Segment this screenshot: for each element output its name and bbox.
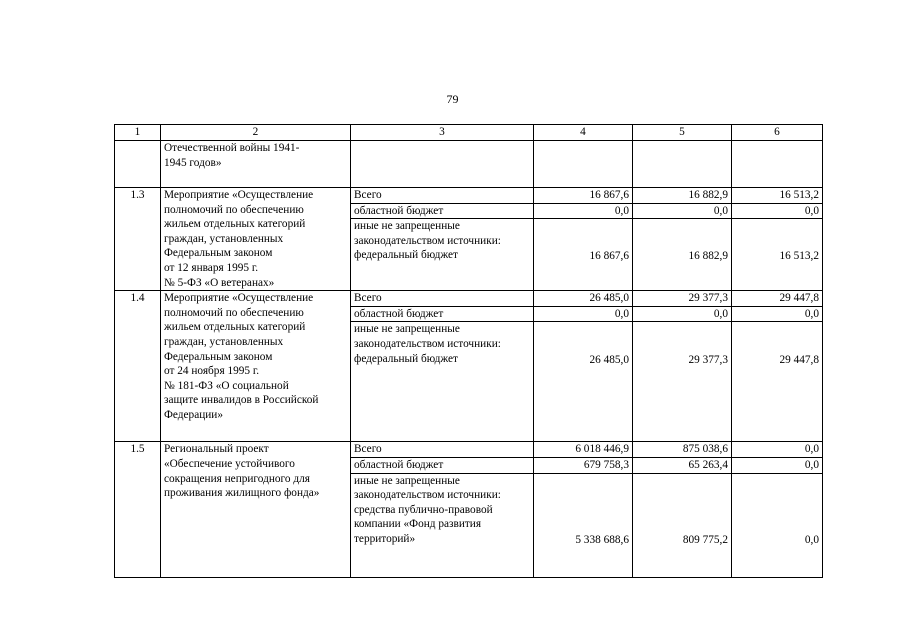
source-cell [351,442,534,458]
value-cell: 29 447,8 [732,291,823,307]
header-cell: 5 [633,125,732,141]
title-line: Федеральным законом [164,350,273,363]
value-cell: 0,0 [732,306,823,322]
row-title-cell [161,442,351,577]
title-line: граждан, установленных [164,232,284,245]
source-line: законодательством источники: [354,234,501,247]
value-cell [534,141,633,188]
title-line: жильем отдельных категорий [164,218,306,231]
value-cell: 29 377,3 [633,291,732,307]
value-cell: 809 775,2 [633,473,732,577]
value-cell: 6 018 446,9 [534,442,633,458]
title-line: проживания жилищного фонда» [164,487,320,500]
source-line: территорий» [354,532,416,545]
title-line: Мероприятие «Осуществление [164,292,314,305]
title-line: № 5-ФЗ «О ветеранах» [164,276,275,289]
title-line: Региональный проект [164,443,269,456]
budget-table [114,124,823,578]
source-line: иные не запрещенные [354,474,460,487]
title-line: Федеральным законом [164,247,273,260]
source-cell [351,141,534,188]
row-title-cell [161,291,351,442]
header-row [115,125,823,141]
source-line: компании «Фонд развития [354,518,482,531]
value-cell: 16 513,2 [732,188,823,204]
header-cell: 4 [534,125,633,141]
value-cell: 0,0 [633,306,732,322]
title-line: «Обеспечение устойчивого [164,457,295,470]
value-cell: 26 485,0 [534,291,633,307]
source-line: Всего [354,292,382,305]
value-cell: 0,0 [732,457,823,473]
source-cell [351,457,534,473]
title-line: сокращения непригодного для [164,472,310,485]
source-line: областной бюджет [354,458,444,471]
title-line: № 181-ФЗ «О социальной [164,379,289,392]
value-cell [633,141,732,188]
title-line: полномочий по обеспечению [164,203,304,216]
value-cell: 875 038,6 [633,442,732,458]
source-line: иные не запрещенные [354,323,460,336]
row-title-cell [161,188,351,291]
title-line: полномочий по обеспечению [164,306,304,319]
source-cell [351,219,534,291]
value-cell: 0,0 [732,203,823,219]
source-cell [351,188,534,204]
source-line: федеральный бюджет [354,352,458,365]
value-cell: 16 882,9 [633,188,732,204]
row-number-cell: 1.3 [115,188,161,291]
source-line: законодательством источники: [354,337,501,350]
value-cell: 0,0 [534,306,633,322]
title-line: от 24 ноября 1995 г. [164,365,260,378]
title-line: защите инвалидов в Российской [164,394,319,407]
value-cell: 16 882,9 [633,219,732,291]
source-cell [351,322,534,442]
source-line: Всего [354,443,382,456]
value-cell [732,141,823,188]
source-line: законодательством источники: [354,489,501,502]
value-cell: 26 485,0 [534,322,633,442]
row-number-cell: 1.5 [115,442,161,577]
value-cell: 0,0 [633,203,732,219]
source-line: областной бюджет [354,307,444,320]
source-cell [351,291,534,307]
title-line: Отечественной войны 1941- [164,142,300,154]
title-line: граждан, установленных [164,335,284,348]
row-title-cell [161,141,351,188]
source-cell [351,203,534,219]
row-number-cell [115,141,161,188]
source-line: Всего [354,189,382,201]
source-line: областной бюджет [354,204,444,217]
value-cell: 29 447,8 [732,322,823,442]
table-row [115,442,823,458]
title-line: Федерации» [164,408,223,421]
value-cell: 16 513,2 [732,219,823,291]
value-cell: 0,0 [534,203,633,219]
value-cell: 0,0 [732,473,823,577]
table-row [115,291,823,307]
header-cell: 2 [161,125,351,141]
continuation-row [115,141,823,188]
header-cell: 1 [115,125,161,141]
source-cell [351,473,534,577]
value-cell: 5 338 688,6 [534,473,633,577]
source-cell [351,306,534,322]
title-line: от 12 января 1995 г. [164,261,259,274]
page-number: 79 [446,92,459,106]
value-cell: 16 867,6 [534,219,633,291]
title-line: жильем отдельных категорий [164,321,306,334]
source-line: средства публично-правовой [354,503,493,516]
source-line: иные не запрещенные [354,220,460,233]
source-line: федеральный бюджет [354,249,458,262]
value-cell: 0,0 [732,442,823,458]
value-cell: 65 263,4 [633,457,732,473]
title-line: 1945 годов» [164,156,222,169]
header-cell: 6 [732,125,823,141]
value-cell: 16 867,6 [534,188,633,204]
header-cell: 3 [351,125,534,141]
value-cell: 679 758,3 [534,457,633,473]
title-line: Мероприятие «Осуществление [164,189,314,201]
value-cell: 29 377,3 [633,322,732,442]
table-row [115,188,823,204]
row-number-cell: 1.4 [115,291,161,442]
